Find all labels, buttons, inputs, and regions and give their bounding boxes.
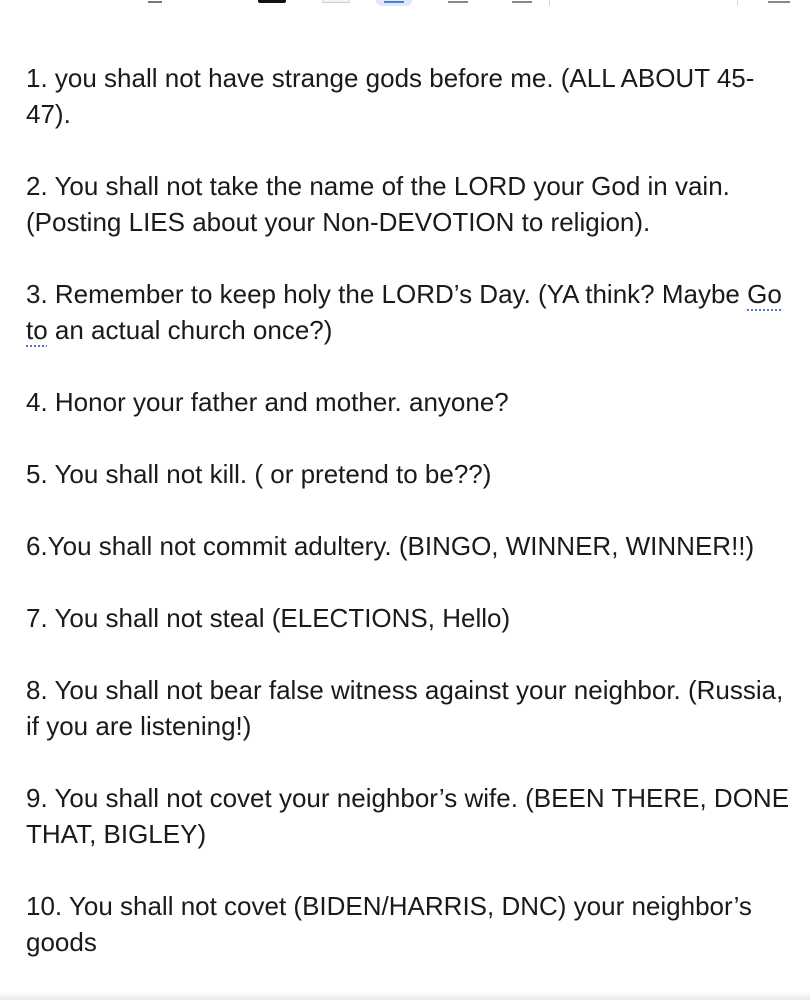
grammar-suggestion[interactable]: Go to (26, 279, 782, 345)
toolbar-divider (737, 0, 738, 6)
commandment-9: 9. You shall not covet your neighbor’s wife. (BEEN THERE, DONE THAT, BIGLEY) (26, 783, 790, 849)
commandment-6: 6.You shall not commit adultery. (BINGO, WINNER, WINNER!!) (26, 531, 755, 561)
align-center-icon[interactable] (448, 1, 468, 3)
commandment-5: 5. You shall not kill. ( or pretend to be??) (26, 459, 492, 489)
document-body[interactable] (26, 60, 796, 996)
commandment-1: 1. you shall not have strange gods before me. (ALL ABOUT 45-47). (26, 63, 755, 129)
commandment-2: 2. You shall not take the name of the LORD your God in vain. (Posting LIES about your Non-DEVOTION to religion). (26, 171, 730, 237)
commandment-4: 4. Honor your father and mother. anyone? (26, 387, 509, 417)
commandment-3-text-end: an actual church once?) (47, 315, 333, 345)
commandment-10: 10. You shall not covet (BIDEN/HARRIS, DNC) your neighbor’s goods (26, 891, 752, 957)
commandment-8: 8. You shall not bear false witness against your neighbor. (Russia, if you are listening!) (26, 675, 784, 741)
toolbar-divider (549, 0, 550, 6)
align-right-icon[interactable] (512, 1, 532, 3)
dash-icon[interactable] (148, 1, 162, 3)
commandment-3 (26, 276, 796, 348)
formatting-toolbar (0, 0, 810, 10)
commandment-3-text-start: 3. Remember to keep holy the LORD’s Day. (YA think? Maybe (26, 279, 748, 309)
highlight-icon[interactable] (322, 0, 350, 3)
commandment-7: 7. You shall not steal (ELECTIONS, Hello) (26, 603, 511, 633)
list-icon[interactable] (768, 1, 790, 3)
bottom-edge (0, 992, 810, 1000)
text-color-icon[interactable] (258, 0, 286, 3)
align-left-icon-line (384, 1, 404, 3)
